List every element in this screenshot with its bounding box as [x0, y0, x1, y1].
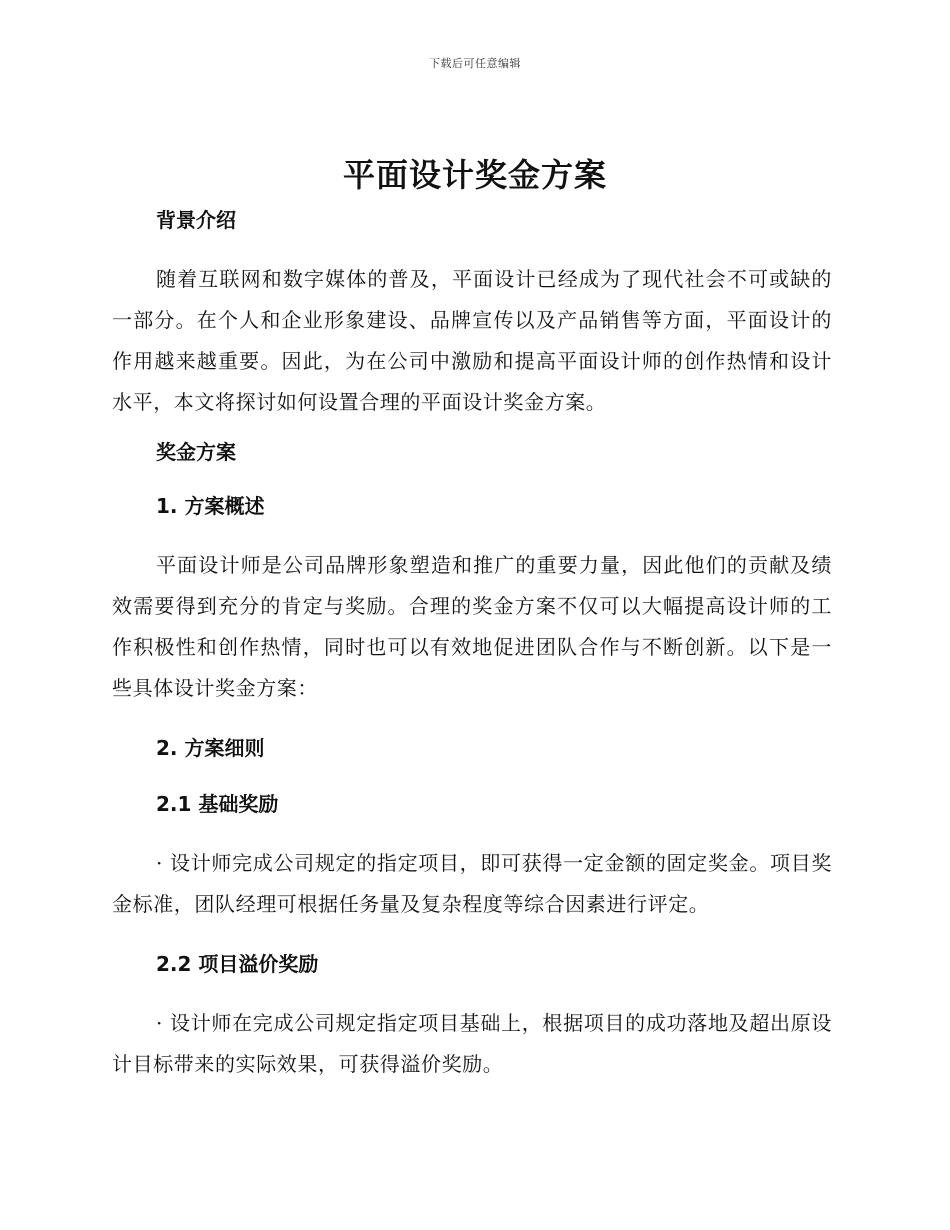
document-body: [112, 203, 832, 1085]
document-title: 平面设计奖金方案: [342, 156, 607, 194]
paragraph-overview: 平面设计师是公司品牌形象塑造和推广的重要力量，因此他们的贡献及绩效需要得到充分的肯定与奖励。合理的奖金方案不仅可以大幅提高设计师的工作积极性和创作热情，同时也可以有效地促进团队合作与不断创新。以下是一些具体设计奖金方案：: [112, 553, 832, 700]
section-heading-premium: 2.2 项目溢价奖励: [156, 952, 319, 976]
section-heading-basic: 2.1 基础奖励: [156, 792, 279, 816]
header-note: 下载后可任意编辑: [429, 57, 521, 70]
section-heading-overview: 1. 方案概述: [156, 494, 265, 518]
section-heading-background: 背景介绍: [156, 208, 236, 232]
paragraph-basic: · 设计师完成公司规定的指定项目，即可获得一定金额的固定奖金。项目奖金标准，团队经理可根据任务量及复杂程度等综合因素进行评定。: [112, 851, 832, 916]
paragraph-background: 随着互联网和数字媒体的普及，平面设计已经成为了现代社会不可或缺的一部分。在个人和企业形象建设、品牌宣传以及产品销售等方面，平面设计的作用越来越重要。因此，为在公司中激励和提高平面设计师的创作热情和设计水平，本文将探讨如何设置合理的平面设计奖金方案。: [112, 267, 832, 414]
paragraph-premium: · 设计师在完成公司规定指定项目基础上，根据项目的成功落地及超出原设计目标带来的实际效果，可获得溢价奖励。: [112, 1011, 832, 1076]
section-heading-plan: 奖金方案: [156, 440, 236, 464]
section-heading-details: 2. 方案细则: [156, 736, 265, 760]
